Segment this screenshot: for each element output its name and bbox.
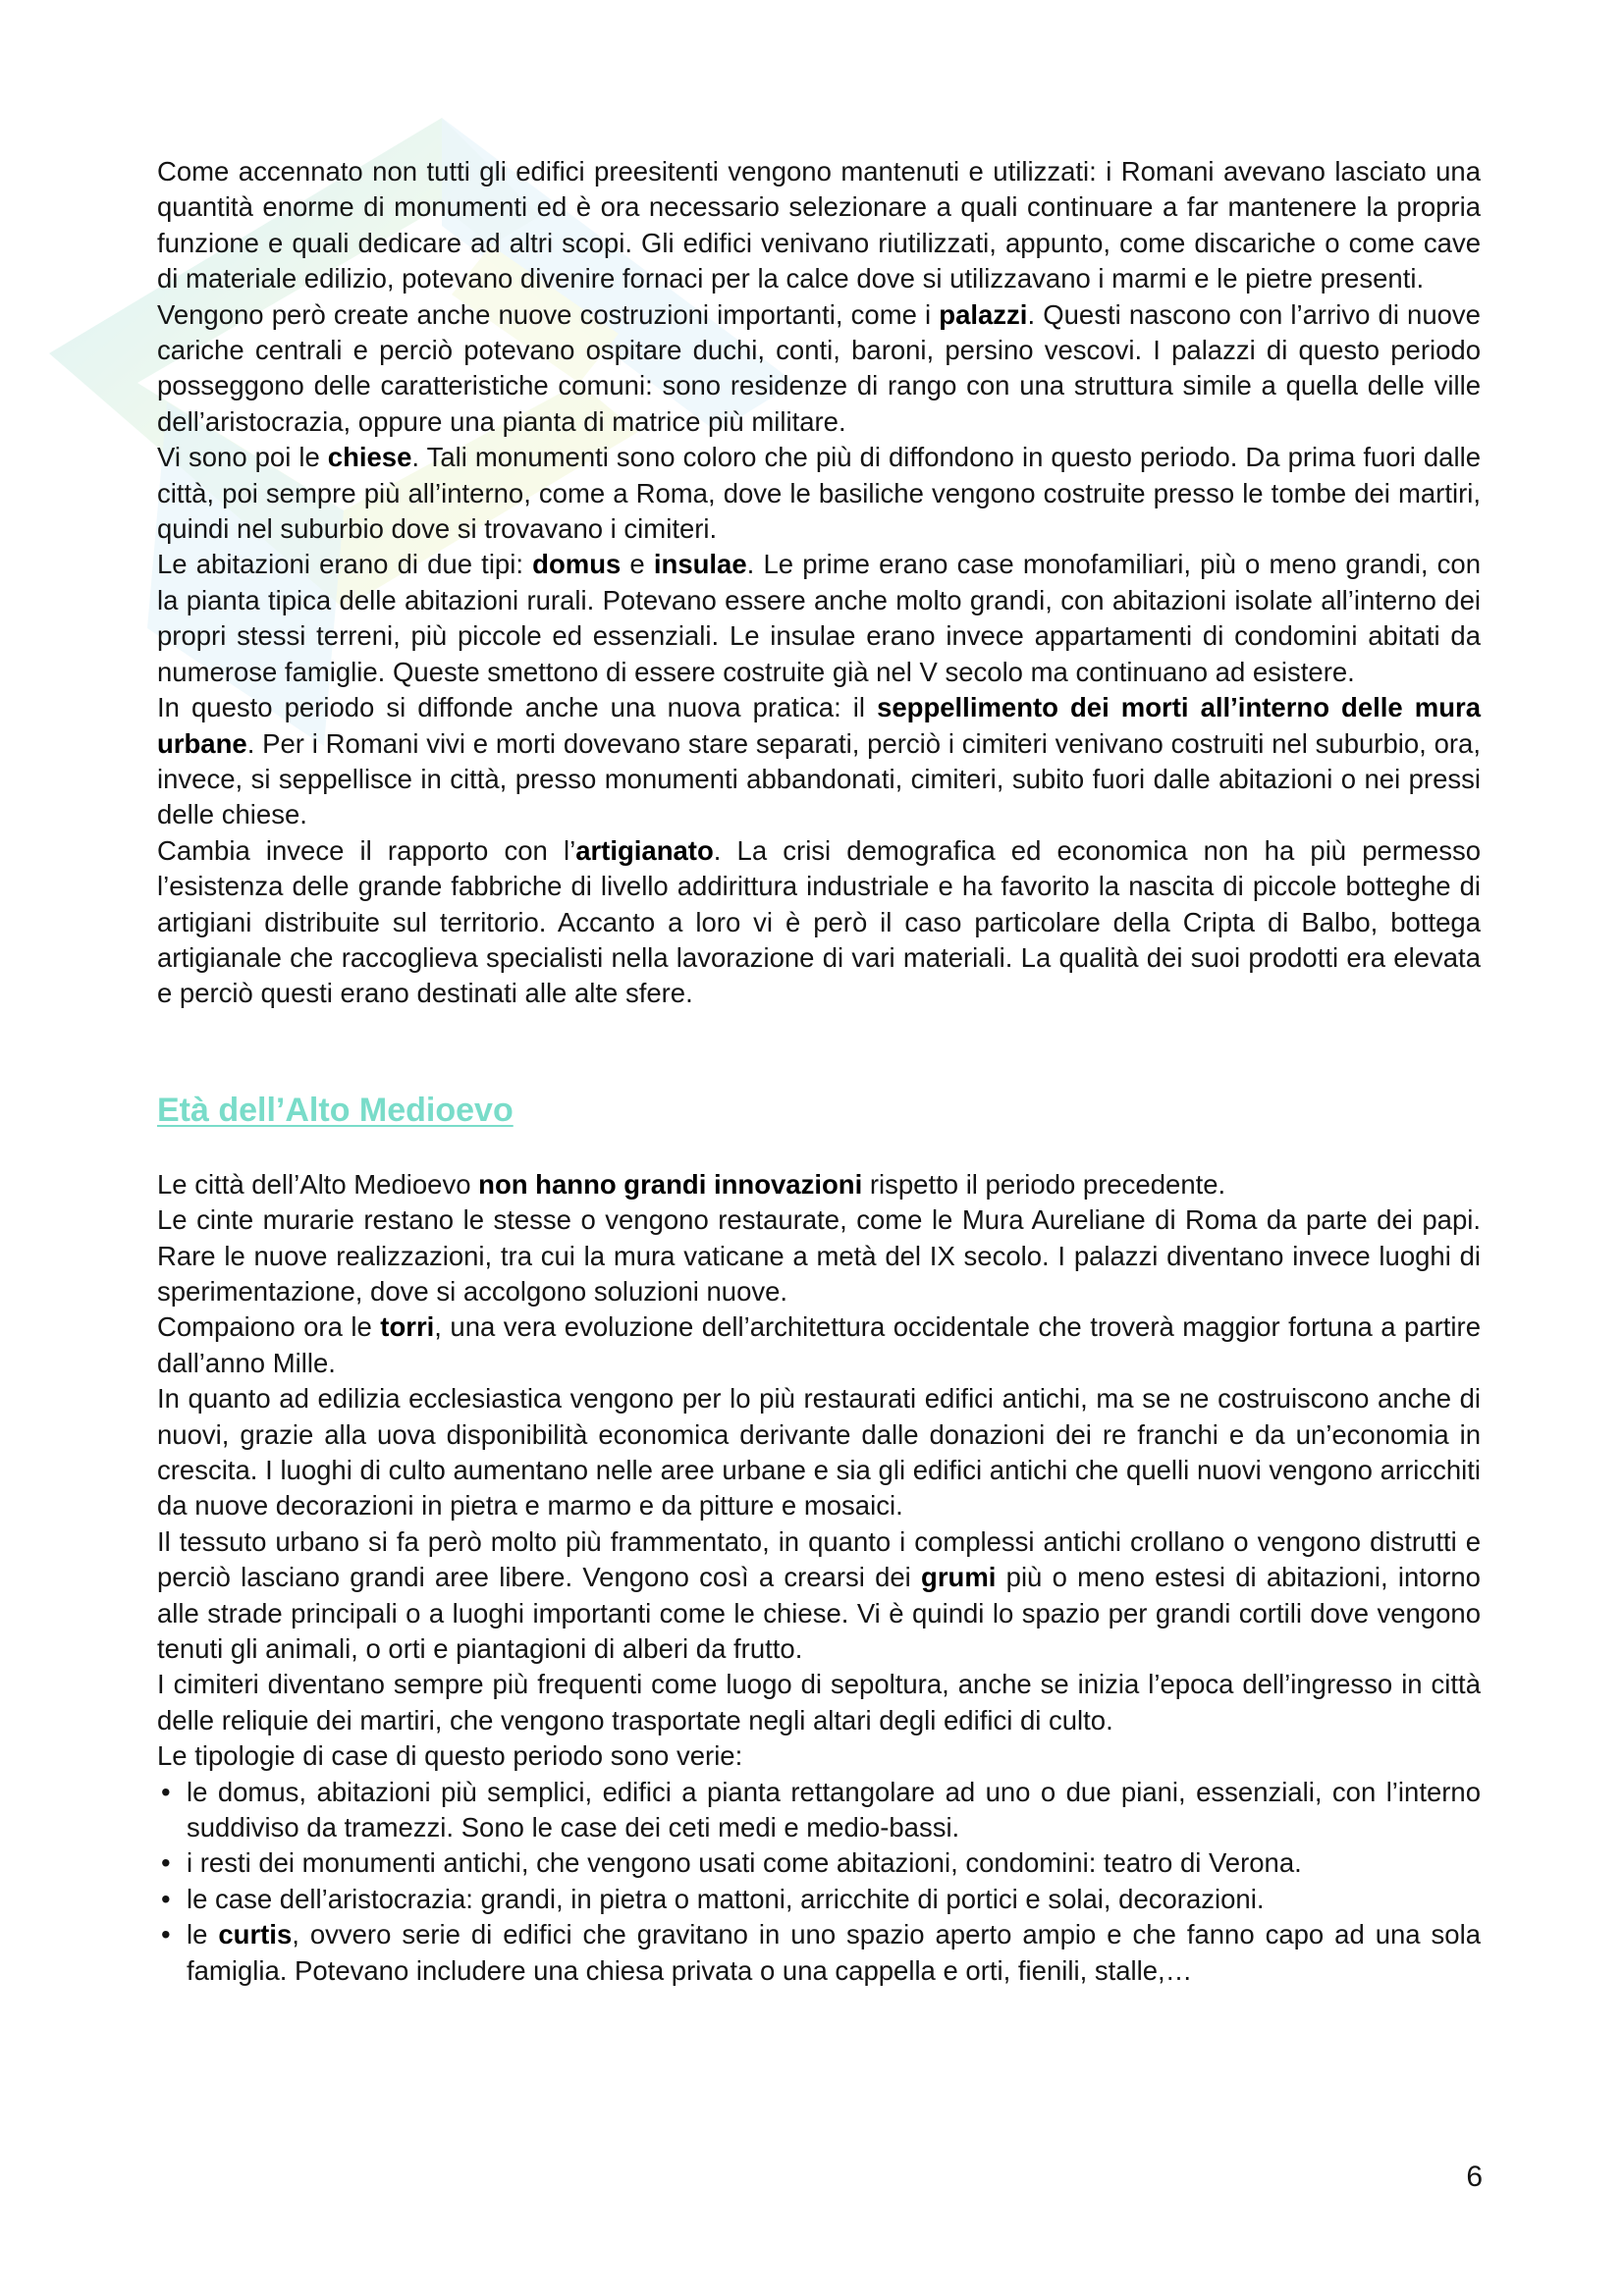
- paragraph: [157, 1167, 1481, 1202]
- text-run: Vi sono poi le: [157, 442, 328, 473]
- section-alto-medioevo: [157, 1167, 1481, 1775]
- bold-term: domus: [532, 549, 622, 580]
- text-run: più o meno estesi di abitazioni, intorno alle strade principali o a luoghi importanti come le chiese. Vi è quindi lo spazio per grandi cortili dove vengono tenuti gli animali, o orti e piantagioni di alberi da frutto.: [157, 1562, 1481, 1665]
- text-run: In quanto ad edilizia ecclesiastica vengono per lo più restaurati edifici antichi, ma se ne costruiscono anche di nuovi, grazie alla uova disponibilità economica derivante dalle donazioni dei re franchi e da un’economia in crescita. I luoghi di culto aumentano nelle aree urbane e sia gli edifici antichi che quelli nuovi vengono arricchiti da nuove decorazioni in pietra e marmo e da pitture e mosaici.: [157, 1383, 1481, 1522]
- bold-term: chiese: [327, 442, 412, 473]
- text-run: Come accennato non tutti gli edifici preesitenti vengono mantenuti e utilizzati: i Romani avevano lasciato una quantità enorme di monumenti ed è ora necessario selezionare a quali continuare a far mantenere la propria funzione e quali dedicare ad altri scopi. Gli edifici venivano riutilizzati, appunto, come discariche o come cave di materiale edilizio, potevano divenire fornaci per la calce dove si utilizzavano i marmi e le pietre presenti.: [157, 156, 1481, 294]
- text-run: Cambia invece il rapporto con l’: [157, 834, 576, 866]
- bullet-icon: •: [161, 1883, 171, 1914]
- text-run: . Le prime erano case monofamiliari, più o meno grandi, con la pianta tipica delle abitazioni rurali. Potevano essere anche molto grandi, con abitazioni isolate all’interno dei propri stessi terreni, più piccole ed essenziali. Le insulae erano invece appartamenti di condomini abitati da numerose famiglie. Queste smettono di essere costruite già nel V secolo ma continuano ad esistere.: [157, 549, 1481, 687]
- list-item: [157, 1775, 1481, 1846]
- text-run: Le cinte murarie restano le stesse o vengono restaurate, come le Mura Aureliane di Roma da parte dei papi. Rare le nuove realizzazioni, tra cui la mura vaticane a metà del IX secolo. I palazzi diventano invece luoghi di sperimentazione, dove si accolgono soluzioni nuove.: [157, 1204, 1481, 1307]
- house-types-list: [157, 1775, 1481, 1989]
- bold-term: palazzi: [939, 298, 1028, 330]
- section-heading-alto-medioevo: Età dell’Alto Medioevo: [157, 1091, 514, 1129]
- bold-term: torri: [380, 1311, 435, 1343]
- text-run: le case dell’aristocrazia: grandi, in pietra o mattoni, arricchite di portici e solai, decorazioni.: [187, 1883, 1265, 1914]
- bullet-icon: •: [161, 1919, 171, 1950]
- paragraph: [157, 690, 1481, 833]
- text-run: Compaiono ora le: [157, 1311, 381, 1343]
- text-run: Le tipologie di case di questo periodo sono verie:: [157, 1740, 743, 1772]
- list-item: [157, 1882, 1481, 1917]
- text-run: rispetto il periodo precedente.: [862, 1168, 1226, 1200]
- bullet-icon: •: [161, 1847, 171, 1879]
- paragraph: [157, 1667, 1481, 1738]
- paragraph: [157, 1202, 1481, 1309]
- bold-term: seppellimento dei morti all’interno delle mura urbane: [157, 692, 1481, 759]
- text-run: e: [621, 549, 654, 580]
- text-run: , una vera evoluzione dell’architettura occidentale che troverà maggior fortuna a partire dall’anno Mille.: [157, 1311, 1481, 1378]
- bold-term: non hanno grandi innovazioni: [478, 1168, 863, 1200]
- text-run: , ovvero serie di edifici che gravitano in uno spazio aperto ampio e che fanno capo ad una sola famiglia. Potevano includere una chiesa privata o una cappella e orti, fienili, stalle,…: [187, 1919, 1481, 1986]
- paragraph: [157, 1738, 1481, 1774]
- paragraph: [157, 1309, 1481, 1381]
- text-run: le domus, abitazioni più semplici, edifici a pianta rettangolare ad uno o due piani, essenziali, con l’interno suddiviso da tramezzi. Sono le case dei ceti medi e medio-bassi.: [187, 1776, 1481, 1843]
- page-number: 6: [1466, 2161, 1483, 2193]
- paragraph: [157, 833, 1481, 1012]
- bold-term: grumi: [921, 1562, 997, 1593]
- text-run: I cimiteri diventano sempre più frequenti come luogo di sepoltura, anche se inizia l’epoca dell’ingresso in città delle reliquie dei martiri, che vengono trasportate negli altari degli edifici di culto.: [157, 1669, 1481, 1735]
- text-run: Le abitazioni erano di due tipi:: [157, 549, 533, 580]
- text-run: . La crisi demografica ed economica non ha più permesso l’esistenza delle grande fabbriche di livello addirittura industriale e ha favorito la nascita di piccole botteghe di artigiani distribuite sul territorio. Accanto a loro vi è però il caso particolare della Cripta di Balbo, bottega artigianale che raccoglieva specialisti nella lavorazione di vari materiali. La qualità dei suoi prodotti era elevata e perciò questi erano destinati alle alte sfere.: [157, 834, 1481, 1009]
- list-item: [157, 1845, 1481, 1881]
- body-text: [157, 154, 1481, 1989]
- text-run: Vengono però create anche nuove costruzioni importanti, come i: [157, 298, 940, 330]
- text-run: In questo periodo si diffonde anche una nuova pratica: il: [157, 692, 878, 723]
- text-run: le: [187, 1919, 219, 1950]
- bold-term: insulae: [653, 549, 747, 580]
- text-run: Il tessuto urbano si fa però molto più frammentato, in quanto i complessi antichi crollano o vengono distrutti e perciò lasciano grandi aree libere. Vengono così a crearsi dei: [157, 1525, 1481, 1593]
- bold-term: artigianato: [575, 834, 714, 866]
- text-run: i resti dei monumenti antichi, che vengono usati come abitazioni, condomini: teatro di Verona.: [187, 1847, 1302, 1879]
- paragraph: [157, 440, 1481, 547]
- paragraph: [157, 1381, 1481, 1524]
- list-item: [157, 1917, 1481, 1989]
- text-run: . Per i Romani vivi e morti dovevano stare separati, perciò i cimiteri venivano costruiti nel suburbio, ora, invece, si seppellisce in città, presso monumenti abbandonati, cimiteri, subito fuori dalle abitazioni o nei pressi delle chiese.: [157, 727, 1481, 830]
- paragraph: [157, 547, 1481, 690]
- text-run: . Tali monumenti sono coloro che più di diffondono in questo periodo. Da prima fuori dalle città, poi sempre più all’interno, come a Roma, dove le basiliche vengono costruite presso le tombe dei martiri, quindi nel suburbio dove si trovavano i cimiteri.: [157, 442, 1481, 545]
- bold-term: curtis: [218, 1919, 293, 1950]
- text-run: . Questi nascono con l’arrivo di nuove cariche centrali e perciò potevano ospitare duchi, conti, baroni, persino vescovi. I palazzi di questo periodo posseggono delle caratteristiche comuni: sono residenze di rango con una struttura simile a quella delle ville dell’aristocrazia, oppure una pianta di matrice più militare.: [157, 298, 1481, 437]
- section-palazzi-chiese: [157, 154, 1481, 1012]
- bullet-icon: •: [161, 1776, 171, 1807]
- paragraph: [157, 297, 1481, 441]
- paragraph: [157, 154, 1481, 297]
- text-run: Le città dell’Alto Medioevo: [157, 1168, 479, 1200]
- paragraph: [157, 1524, 1481, 1668]
